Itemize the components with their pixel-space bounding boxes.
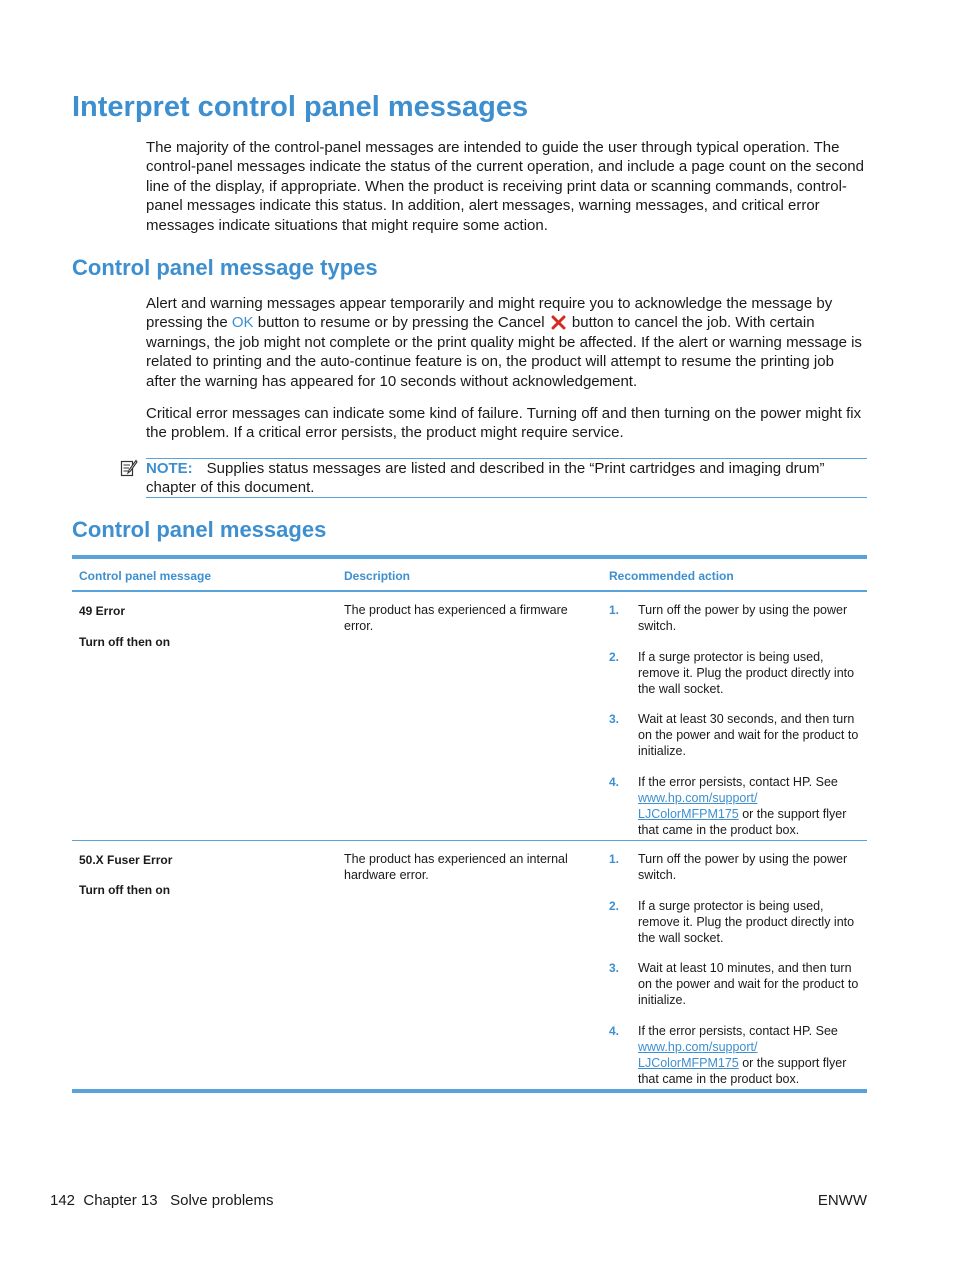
step-number: 2. [609,649,620,664]
step-text: Wait at least 30 seconds, and then turn on the power and wait for the product to initialize. [638,712,859,758]
table-row [72,592,867,841]
support-link-model[interactable]: LJColorMFPM175 [638,806,739,821]
message-types-paragraph [146,294,868,391]
step-number: 1. [609,852,620,866]
step-text-end: or the support flyer that came in the product box. [638,1055,847,1086]
action-step [609,960,864,1008]
step-text: If the error persists, contact HP. See [638,1023,838,1038]
step-number: 1. [609,603,620,617]
step-number: 3. [609,961,620,975]
messages-table [72,555,867,1093]
message-code: 50.X Fuser Error [79,853,173,867]
message-line2: Turn off then on [79,635,171,649]
action-step [609,649,864,697]
table-header [72,559,867,592]
step-text: Turn off the power by using the power switch. [638,852,848,882]
column-header-description: Description [344,569,411,583]
row-message [79,852,172,898]
note-box [146,458,867,498]
intro-paragraph: The majority of the control-panel messages are intended to guide the user through typical operation. The control-panel messages indicate the status of the current operation, and include a page count on the second line of the display, if appropriate. When the product is receiving print data or scanning commands, control-panel messages indicate this status. In addition, alert messages, warning messages, and critical error messages indicate situations that might require some action. [146,139,864,234]
step-number: 3. [609,712,620,726]
step-number: 4. [609,1023,620,1038]
footer-left [50,1192,274,1209]
note-text [146,459,867,498]
note-body: Supplies status messages are listed and described in the “Print cartridges and imaging drum” chapter of this document. [146,460,825,497]
row-description: The product has experienced a firmware error. [344,603,568,633]
x-cancel-icon [551,315,566,330]
section-heading-messages: Control panel messages [72,517,327,542]
step-number: 2. [609,898,620,913]
message-code: 49 Error [79,604,126,618]
step-text: Turn off the power by using the power switch. [638,603,848,633]
action-step [609,1023,864,1087]
step-text-end: or the support flyer that came in the product box. [638,806,847,837]
column-header-message: Control panel message [79,569,212,583]
message-line2: Turn off then on [79,883,171,897]
row-message [79,603,170,650]
action-step [609,851,864,883]
recommended-actions [609,851,864,1101]
note-pencil-icon [120,459,138,477]
action-step [609,602,864,634]
p1-text-start: Alert and warning messages appear temporarily and might require you to acknowledge the message by pressing the [146,295,833,332]
step-text: If a surge protector is being used, remove it. Plug the product directly into the wall socket. [638,649,855,696]
footer-chapter-title: Solve problems [170,1192,274,1209]
page-number: 142 [50,1192,76,1209]
step-number: 4. [609,774,620,789]
ok-button-label: OK [231,314,254,332]
section-heading-message-types: Control panel message types [72,255,378,280]
page-title: Interpret control panel messages [72,91,529,123]
row-description: The product has experienced an internal hardware error. [344,852,568,882]
action-step [609,898,864,946]
recommended-actions [609,602,864,852]
action-step [609,774,864,838]
step-text: If the error persists, contact HP. See [638,774,838,789]
support-link[interactable]: www.hp.com/support/ [638,790,758,805]
support-link-model[interactable]: LJColorMFPM175 [638,1055,739,1070]
support-link[interactable]: www.hp.com/support/ [638,1039,758,1054]
critical-error-paragraph: Critical error messages can indicate some kind of failure. Turning off and then turning on the power might fix the problem. If a critical error persists, the product might require service. [146,405,862,442]
column-header-action: Recommended action [609,569,734,583]
step-text: Wait at least 10 minutes, and then turn on the power and wait for the product to initialize. [638,961,859,1007]
footer-chapter: Chapter 13 [83,1192,158,1209]
p1-text-middle: button to resume or by pressing the Cancel [253,314,549,332]
action-step [609,711,864,759]
note-label: NOTE: [146,460,193,477]
footer-right: ENWW [817,1192,867,1209]
table-row [72,841,867,1089]
p1-text-end: button to cancel the job. With certain warnings, the job might not complete or the print quality might be affected. If the alert or warning message is related to printing and the auto-continue feature is on, the product will attempt to resume the printing job after the warning has appeared for 10 seconds without acknowledgement. [146,314,862,390]
step-text: If a surge protector is being used, remove it. Plug the product directly into the wall socket. [638,898,855,945]
